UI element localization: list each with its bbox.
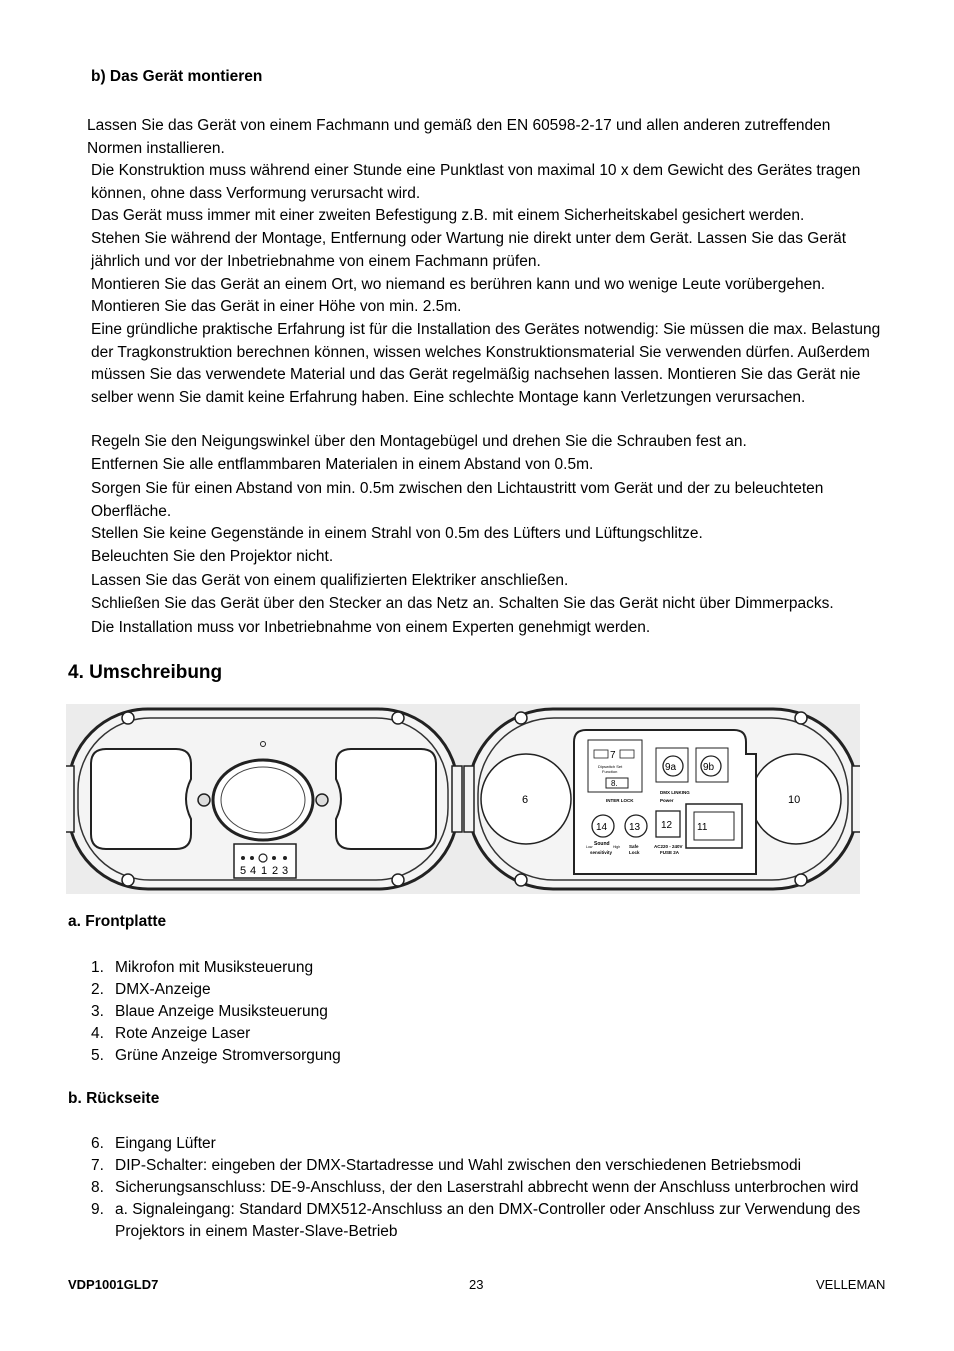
- voltage-label: AC220 - 240V: [654, 844, 683, 849]
- section-heading-montieren: b) Das Gerät montieren: [91, 68, 263, 85]
- install-paragraph-14: Schließen Sie das Gerät über den Stecker an das Netz an. Schalten Sie das Gerät nicht über Dimmerpacks.: [91, 595, 834, 612]
- install-paragraph-1: Lassen Sie das Gerät von einem Fachmann und gemäß den EN 60598-2-17 und allen anderen zutreffenden Normen installieren.: [87, 117, 831, 157]
- section-heading-umschreibung: 4. Umschreibung: [68, 662, 223, 683]
- rear-label-10: 10: [788, 794, 801, 806]
- interlock-label: INTER LOCK: [606, 798, 634, 803]
- dmx-linking-label: DMX LINKING: [660, 790, 690, 795]
- footer-brand: VELLEMAN: [816, 1277, 886, 1292]
- front-panel-heading: a. Frontplatte: [68, 913, 167, 930]
- list-item: 7. DIP-Schalter: eingeben der DMX-Startadresse und Wahl zwischen den verschiedenen Betriebsmodi: [91, 1157, 802, 1174]
- sound-high-label: High: [613, 845, 621, 849]
- front-label-4: 4: [250, 865, 257, 877]
- rear-panel-heading: b. Rückseite: [68, 1090, 160, 1107]
- rear-label-12: 12: [661, 820, 673, 831]
- install-paragraph-6: Montieren Sie das Gerät in einer Höhe von min. 2.5m.: [91, 298, 462, 315]
- dip-caption-1: Dipswitch Set: [598, 764, 623, 769]
- rear-label-9a: 9a: [665, 762, 677, 773]
- device-figure: [66, 704, 860, 894]
- list-item: 9. a. Signaleingang: Standard DMX512-Anschluss an den DMX-Controller oder Anschluss zur Verwendung des Projektors in einem Master-Slave-Betrieb: [91, 1201, 861, 1240]
- sensitivity-label: sensitivity: [590, 850, 613, 855]
- sound-label: Sound: [594, 841, 610, 847]
- rear-label-9b: 9b: [703, 762, 715, 773]
- install-paragraph-9: Entfernen Sie alle entflammbaren Materialen in einem Abstand von 0.5m.: [91, 456, 594, 473]
- footer-model: VDP1001GLD7: [68, 1277, 159, 1292]
- install-paragraph-4: Stehen Sie während der Montage, Entfernung oder Wartung nie direkt unter dem Gerät. Lassen Sie das Gerät jährlich und vor der Inbetriebnahme von einem Fachmann prüfen.: [91, 230, 847, 270]
- front-label-5: 5: [240, 865, 247, 877]
- footer-page-number: 23: [469, 1277, 484, 1292]
- install-paragraph-12: Beleuchten Sie den Projektor nicht.: [91, 548, 334, 565]
- install-paragraph-15: Die Installation muss vor Inbetriebnahme von einem Experten genehmigt werden.: [91, 619, 651, 636]
- install-paragraph-5: Montieren Sie das Gerät an einem Ort, wo niemand es berühren kann und wo wenige Leute vorübergehen.: [91, 276, 826, 293]
- rear-label-14: 14: [596, 822, 608, 833]
- rear-label-11: 11: [697, 822, 708, 833]
- list-item: 3. Blaue Anzeige Musiksteuerung: [91, 1003, 328, 1020]
- rear-panel-list: [91, 1133, 891, 1243]
- power-label: Power: [660, 798, 674, 803]
- front-panel-list: [91, 957, 871, 1067]
- install-paragraph-2: Die Konstruktion muss während einer Stunde eine Punktlast von maximal 10 x dem Gewicht des Gerätes tragen können, ohne dass Verformung verursacht wird.: [91, 162, 861, 202]
- install-paragraph-13: Lassen Sie das Gerät von einem qualifizierten Elektriker anschließen.: [91, 572, 569, 589]
- front-label-1: 1: [261, 865, 268, 877]
- rear-label-8: 8.: [611, 779, 618, 788]
- install-paragraph-11: Stellen Sie keine Gegenstände in einem Strahl von 0.5m des Lüfters und Lüftungschlitze.: [91, 525, 703, 542]
- install-paragraph-10: Sorgen Sie für einen Abstand von min. 0.5m zwischen den Lichtaustritt vom Gerät und der zu beleuchteten Oberfläche.: [91, 480, 824, 520]
- list-item: 8. Sicherungsanschluss: DE-9-Anschluss, der den Laserstrahl abbrecht wenn der Anschluss unterbrochen wird: [91, 1179, 859, 1196]
- install-paragraph-3: Das Gerät muss immer mit einer zweiten Befestigung z.B. mit einem Sicherheitskabel gesichert werden.: [91, 207, 805, 224]
- rear-panel-drawing: [464, 709, 860, 889]
- lock-label: Lock: [629, 850, 640, 855]
- front-panel-drawing: [66, 709, 462, 889]
- sound-low-label: Low: [586, 845, 593, 849]
- list-item: 6. Eingang Lüfter: [91, 1135, 216, 1152]
- install-paragraph-7: Eine gründliche praktische Erfahrung ist für die Installation des Gerätes notwendig: Sie müssen die max. Belastung der Tragkonstruktion berechnen können, wissen welches Konstruktionsmaterial Sie verwenden dürfen. Außerdem müssen Sie das verwendete Material und das Gerät regelmäßig nachsehen lassen. Montieren Sie das Gerät nie selber wenn Sie damit keine Erfahrung haben. Eine schlechte Montage kann Verletzungen verursachen.: [91, 321, 881, 406]
- safe-label: Safe: [629, 844, 639, 849]
- rear-label-7: 7: [610, 750, 616, 761]
- install-paragraph-8: Regeln Sie den Neigungswinkel über den Montagebügel und drehen Sie die Schrauben fest an.: [91, 433, 747, 450]
- front-label-3: 3: [282, 865, 289, 877]
- list-item: 1. Mikrofon mit Musiksteuerung: [91, 959, 314, 976]
- rear-label-13: 13: [629, 822, 641, 833]
- list-item: 4. Rote Anzeige Laser: [91, 1025, 251, 1042]
- list-item: 5. Grüne Anzeige Stromversorgung: [91, 1047, 341, 1064]
- rear-label-6: 6: [522, 794, 529, 806]
- list-item: 2. DMX-Anzeige: [91, 981, 211, 998]
- fuse-label: FUSE 2A: [660, 850, 680, 855]
- dip-caption-2: Function: [602, 769, 618, 774]
- front-label-2: 2: [272, 865, 279, 877]
